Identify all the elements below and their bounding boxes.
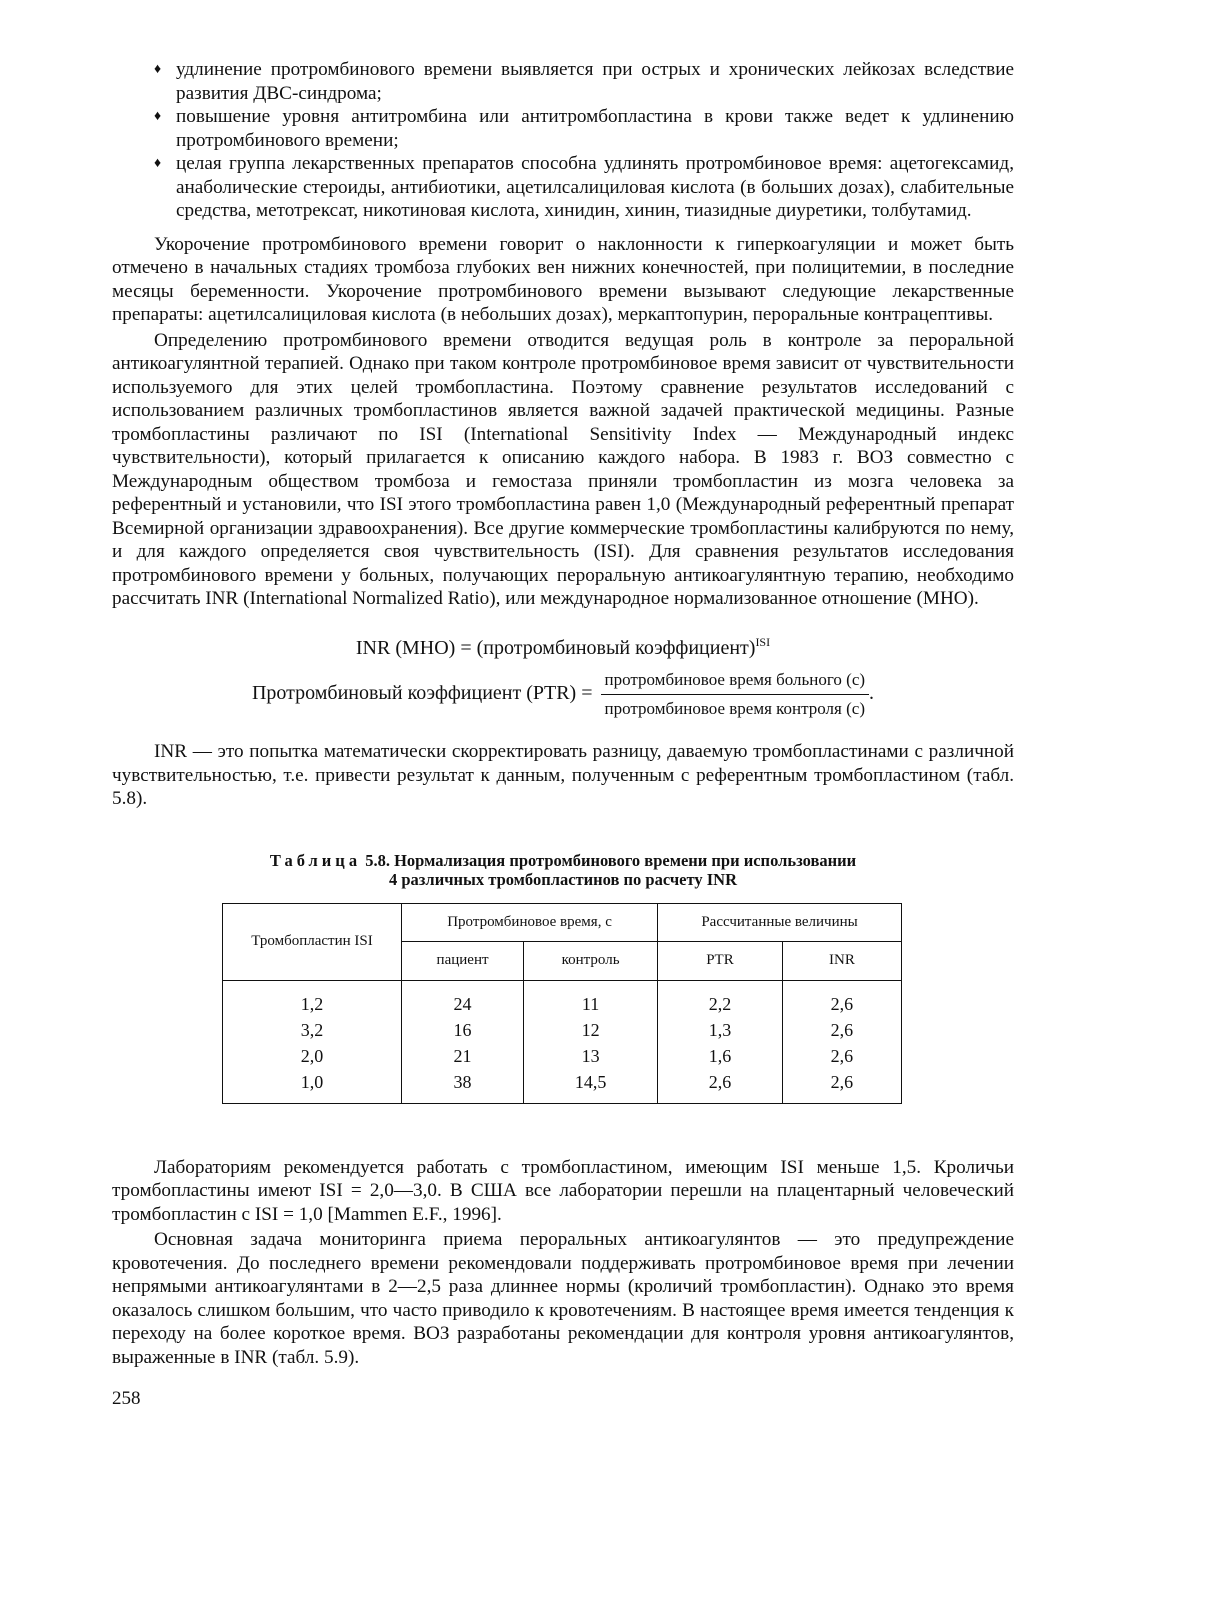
cell-ptr: 2,2	[658, 980, 783, 1017]
header-calculated-values: Рассчитанные величины	[658, 903, 902, 942]
cell-control: 12	[524, 1017, 658, 1043]
list-item	[154, 58, 1014, 105]
paragraph-isi: Определению протромбинового времени отводится ведущая роль в контроле за пероральной антикоагулянтной терапией. Однако при таком контроле протромбиновое время зависит от чувствительности используемого для этих целей тромбопластина. Поэтому сравнение результатов исследований с использованием различных тромбопластинов является важной задачей практической медицины. Разные тромбопластины различают по ISI (International Sensitivity Index — Международный индекс чувствительности), который прилагается к описанию каждого набора. В 1983 г. ВОЗ совместно с Международным обществом тромбоза и гемостаза приняли тромбопластин из мозга человека за референтный и установили, что ISI этого тромбопластина равен 1,0 (Международный референтный препарат Всемирной организации здравоохранения). Все другие коммерческие тромбопластины калибруются по нему, и для каждого определяется своя чувствительность (ISI). Для сравнения результатов исследования протромбинового времени у больных, получающих пероральную антикоагулянтную терапию, необходимо рассчитать INR (International Normalized Ratio), или международное нормализованное отношение (МНО).	[112, 329, 1014, 609]
diamond-bullet-icon: ♦	[154, 156, 162, 171]
paragraph-labs: Лабораториям рекомендуется работать с тромбопластином, имеющим ISI меньше 1,5. Кроличьи тромбопластины имеют ISI = 2,0—3,0. В США все лаборатории перешли на плацентарный человеческий тромбопластин с ISI = 1,0 [Mammen E.F., 1996].	[112, 1156, 1014, 1225]
list-item-text: повышение уровня антитромбина или антитромбопластина в крови также ведет к удлинению протромбинового времени;	[176, 106, 1014, 151]
cell-ptr: 2,6	[658, 1069, 783, 1104]
table-row	[223, 1069, 902, 1104]
formula-inr-exponent: ISI	[755, 634, 771, 649]
list-item-text: удлинение протромбинового времени выявляется при острых и хронических лейкозах вследствие развития ДВС-синдрома;	[176, 59, 1014, 104]
table-header-row	[223, 903, 902, 942]
cell-isi: 1,2	[223, 980, 402, 1017]
cell-inr: 2,6	[782, 1069, 901, 1104]
list-item-text: целая группа лекарственных препаратов способна удлинять протромбиновое время: ацетогексамид, анаболические стероиды, антибиотики, ацетилсалициловая кислота (в больших дозах), слабительные средства, метотрексат, никотиновая кислота, хинидин, хинин, тиазидные диуретики, толбутамид.	[176, 153, 1014, 221]
cell-ptr: 1,3	[658, 1017, 783, 1043]
inr-table	[222, 903, 902, 1104]
list-item	[154, 105, 1014, 152]
formula-ptr-fraction	[601, 668, 870, 720]
cell-ptr: 1,6	[658, 1043, 783, 1069]
paragraph-inr: INR — это попытка математически скорректировать разницу, даваемую тромбопластинами с различной чувствительностью, т.е. привести результат к данным, полученным с референтным тромбопластином (табл. 5.8).	[112, 741, 1014, 809]
table-caption-line2: 4 различных тромбопластинов по расчету INR	[389, 869, 737, 889]
header-prothrombin-time: Протромбиновое время, с	[402, 903, 658, 942]
formula-inr-main: INR (МНО) = (протромбиновый коэффициент)	[355, 636, 756, 659]
cell-isi: 2,0	[223, 1043, 402, 1069]
cell-inr: 2,6	[782, 1017, 901, 1043]
header-control: контроль	[524, 942, 658, 981]
formula-ptr-numerator: протромбиновое время больного (с)	[601, 668, 870, 695]
paragraph-monitoring: Основная задача мониторинга приема пероральных антикоагулянтов — это предупреждение кровотечения. До последнего времени рекомендовали поддерживать протромбиновое время при лечении непрямыми антикоагулянтами в 2—2,5 раза длиннее нормы (кроличий тромбопластин). Однако это время оказалось слишком большим, что часто приводило к кровотечениям. В настоящее время имеется тенденция к переходу на более короткое время. ВОЗ разработаны рекомендации для контроля уровня антикоагулянтов, выраженные в INR (табл. 5.9).	[112, 1229, 1014, 1368]
header-thromboplastin-isi: Тромбопластин ISI	[223, 903, 402, 980]
table-caption-label: Таблица	[269, 850, 362, 870]
header-patient: пациент	[402, 942, 524, 981]
cell-control: 14,5	[524, 1069, 658, 1104]
list-item	[154, 152, 1014, 223]
paragraph-shortening: Укорочение протромбинового времени говорит о наклонности к гиперкоагуляции и может быть отмечено в начальных стадиях тромбоза глубоких вен нижних конечностей, при полицитемии, в последние месяцы беременности. Укорочение протромбинового времени вызывают следующие лекарственные препараты: ацетилсалициловая кислота (в небольших дозах), меркаптопурин, пероральные контрацептивы.	[112, 233, 1014, 325]
cell-patient: 21	[402, 1043, 524, 1069]
cell-inr: 2,6	[782, 980, 901, 1017]
formula-inr	[112, 631, 1014, 661]
cell-patient: 16	[402, 1017, 524, 1043]
diamond-bullet-icon: ♦	[154, 62, 162, 77]
formula-ptr-left: Протромбиновый коэффициент (PTR) =	[251, 682, 593, 705]
table-caption-title: 5.8. Нормализация протромбинового времени при использовании	[361, 850, 857, 870]
cell-control: 13	[524, 1043, 658, 1069]
cell-isi: 3,2	[223, 1017, 402, 1043]
header-ptr: PTR	[658, 942, 783, 981]
cell-inr: 2,6	[782, 1043, 901, 1069]
bullet-list	[112, 58, 1014, 223]
cell-patient: 38	[402, 1069, 524, 1104]
formula-ptr-end: .	[869, 682, 875, 705]
cell-isi: 1,0	[223, 1069, 402, 1104]
table-row	[223, 1043, 902, 1069]
cell-control: 11	[524, 980, 658, 1017]
table-row	[223, 980, 902, 1017]
formula-ptr	[112, 668, 1014, 720]
table-caption	[112, 851, 1014, 889]
cell-patient: 24	[402, 980, 524, 1017]
body-text	[112, 58, 1014, 1411]
formula-ptr-denominator: протромбиновое время контроля (с)	[604, 698, 865, 718]
header-inr: INR	[782, 942, 901, 981]
after-table-section	[112, 1156, 1014, 1370]
table-row	[223, 1017, 902, 1043]
diamond-bullet-icon: ♦	[154, 109, 162, 124]
page-number: 258	[112, 1388, 141, 1409]
